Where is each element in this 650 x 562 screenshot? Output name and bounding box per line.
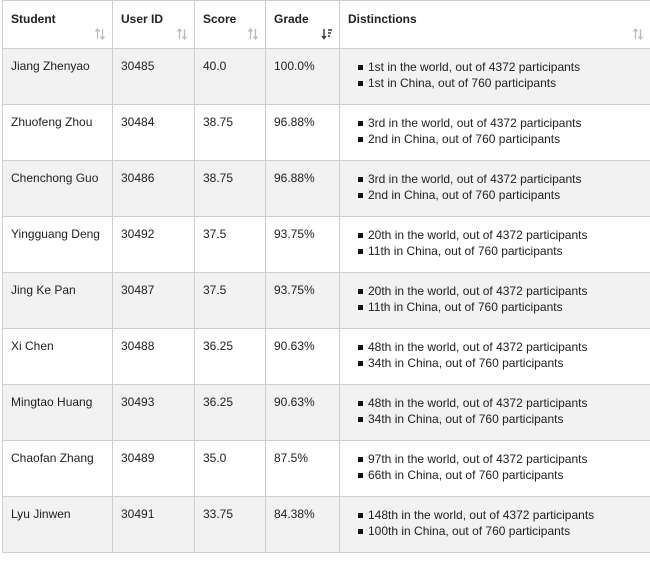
sort-icon[interactable] [94,28,106,40]
column-header-distinctions[interactable] [340,1,650,49]
distinctions-cell [340,273,650,329]
column-header-user-id[interactable] [113,1,195,49]
table-row [3,217,650,273]
student-cell: Lyu Jinwen [3,497,113,553]
student-cell: Mingtao Huang [3,385,113,441]
distinctions-list [340,227,650,259]
score-cell: 40.0 [195,49,266,105]
table-row [3,497,650,553]
header-row [3,1,650,49]
distinction-item: 11th in China, out of 760 participants [368,243,650,259]
column-header-student[interactable] [3,1,113,49]
table-row [3,441,650,497]
table-row [3,273,650,329]
column-header-label: Student [11,12,56,26]
column-header-label: Distinctions [348,12,417,26]
score-cell: 38.75 [195,105,266,161]
distinction-item: 3rd in the world, out of 4372 participants [368,115,650,131]
table-row [3,49,650,105]
user-id-cell: 30489 [113,441,195,497]
sort-icon[interactable] [247,28,259,40]
distinctions-list [340,395,650,427]
user-id-cell: 30491 [113,497,195,553]
distinctions-cell [340,385,650,441]
distinction-item: 11th in China, out of 760 participants [368,299,650,315]
results-table-container [2,0,650,553]
table-row [3,105,650,161]
distinction-item: 34th in China, out of 760 participants [368,355,650,371]
user-id-cell: 30484 [113,105,195,161]
grade-cell: 87.5% [266,441,340,497]
distinction-item: 100th in China, out of 760 participants [368,523,650,539]
distinction-item: 20th in the world, out of 4372 participants [368,283,650,299]
distinctions-cell [340,49,650,105]
student-cell: Chaofan Zhang [3,441,113,497]
grade-cell: 90.63% [266,329,340,385]
user-id-cell: 30493 [113,385,195,441]
distinction-item: 20th in the world, out of 4372 participants [368,227,650,243]
score-cell: 37.5 [195,273,266,329]
sort-icon[interactable] [632,28,644,40]
distinctions-cell [340,105,650,161]
score-cell: 33.75 [195,497,266,553]
student-cell: Zhuofeng Zhou [3,105,113,161]
grade-cell: 93.75% [266,273,340,329]
grade-cell: 93.75% [266,217,340,273]
distinction-item: 34th in China, out of 760 participants [368,411,650,427]
grade-cell: 100.0% [266,49,340,105]
user-id-cell: 30488 [113,329,195,385]
grade-cell: 96.88% [266,105,340,161]
student-cell: Yingguang Deng [3,217,113,273]
grade-cell: 96.88% [266,161,340,217]
distinctions-list [340,507,650,539]
distinctions-cell [340,497,650,553]
table-row [3,329,650,385]
table-row [3,161,650,217]
score-cell: 38.75 [195,161,266,217]
student-cell: Jiang Zhenyao [3,49,113,105]
distinctions-cell [340,441,650,497]
score-cell: 36.25 [195,385,266,441]
distinction-item: 48th in the world, out of 4372 participants [368,339,650,355]
distinctions-cell [340,217,650,273]
distinctions-list [340,451,650,483]
table-body [3,49,650,553]
sort-descending-icon[interactable] [321,28,333,40]
distinction-item: 2nd in China, out of 760 participants [368,187,650,203]
distinctions-list [340,171,650,203]
distinction-item: 66th in China, out of 760 participants [368,467,650,483]
student-cell: Chenchong Guo [3,161,113,217]
user-id-cell: 30492 [113,217,195,273]
results-table [2,0,650,553]
distinctions-list [340,339,650,371]
user-id-cell: 30487 [113,273,195,329]
column-header-label: User ID [121,12,164,26]
user-id-cell: 30486 [113,161,195,217]
distinctions-list [340,59,650,91]
distinctions-list [340,283,650,315]
student-cell: Xi Chen [3,329,113,385]
distinction-item: 148th in the world, out of 4372 participants [368,507,650,523]
distinction-item: 1st in the world, out of 4372 participants [368,59,650,75]
user-id-cell: 30485 [113,49,195,105]
table-row [3,385,650,441]
distinction-item: 1st in China, out of 760 participants [368,75,650,91]
distinction-item: 2nd in China, out of 760 participants [368,131,650,147]
grade-cell: 90.63% [266,385,340,441]
distinctions-list [340,115,650,147]
column-header-label: Grade [274,12,309,26]
grade-cell: 84.38% [266,497,340,553]
score-cell: 36.25 [195,329,266,385]
sort-icon[interactable] [176,28,188,40]
distinction-item: 97th in the world, out of 4372 participants [368,451,650,467]
distinction-item: 3rd in the world, out of 4372 participants [368,171,650,187]
score-cell: 35.0 [195,441,266,497]
distinctions-cell [340,329,650,385]
student-cell: Jing Ke Pan [3,273,113,329]
column-header-grade[interactable] [266,1,340,49]
distinction-item: 48th in the world, out of 4372 participants [368,395,650,411]
score-cell: 37.5 [195,217,266,273]
distinctions-cell [340,161,650,217]
column-header-score[interactable] [195,1,266,49]
column-header-label: Score [203,12,237,26]
